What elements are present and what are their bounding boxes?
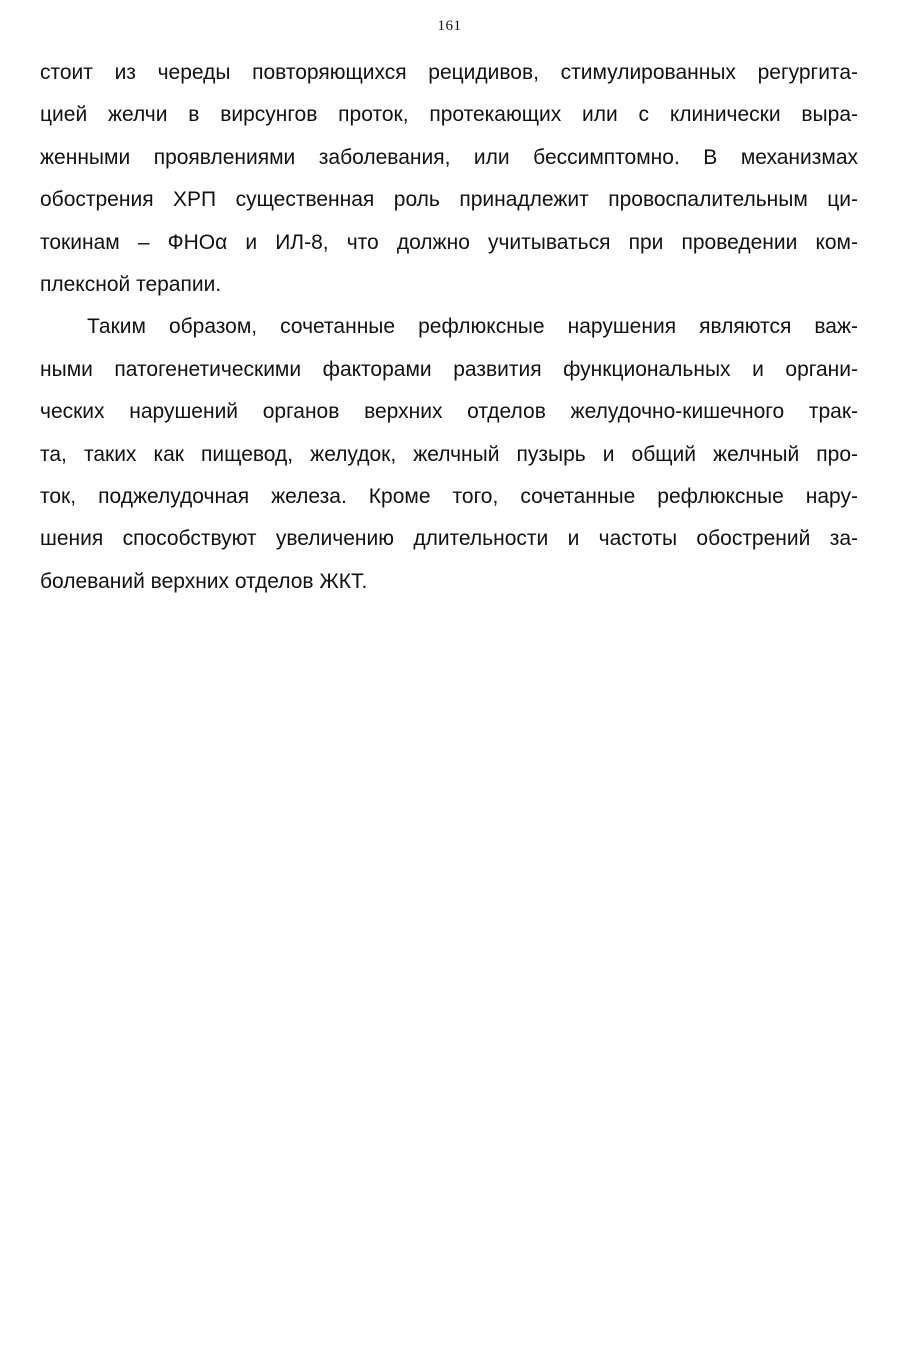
paragraph-1 bbox=[40, 52, 858, 306]
text-line: та, таких как пищевод, желудок, желчный пузырь и общий желчный про- bbox=[40, 442, 858, 466]
text-line: ток, поджелудочная железа. Кроме того, сочетанные рефлюксные нару- bbox=[40, 484, 858, 508]
text-line: Таким образом, сочетанные рефлюксные нарушения являются важ- bbox=[87, 315, 858, 339]
text-line: шения способствуют увеличению длительности и частоты обострений за- bbox=[40, 527, 858, 551]
text-line: ческих нарушений органов верхних отделов желудочно-кишечного трак- bbox=[40, 400, 858, 424]
document-body bbox=[40, 52, 858, 603]
text-line: обострения ХРП существенная роль принадлежит провоспалительным ци- bbox=[40, 188, 858, 212]
text-line: токинам – ФНОα и ИЛ-8, что должно учитываться при проведении ком- bbox=[40, 230, 858, 254]
page-number: 161 bbox=[437, 18, 462, 34]
text-line: болеваний верхних отделов ЖКТ. bbox=[40, 569, 368, 593]
text-line: цией желчи в вирсунгов проток, протекающих или с клинически выра- bbox=[40, 103, 858, 127]
text-line: стоит из череды повторяющихся рецидивов, стимулированных регургита- bbox=[40, 61, 858, 84]
paragraph-2 bbox=[40, 306, 858, 603]
text-line: плексной терапии. bbox=[40, 272, 222, 296]
text-line: женными проявлениями заболевания, или бессимптомно. В механизмах bbox=[40, 145, 858, 169]
text-line: ными патогенетическими факторами развития функциональных и органи- bbox=[40, 357, 858, 381]
